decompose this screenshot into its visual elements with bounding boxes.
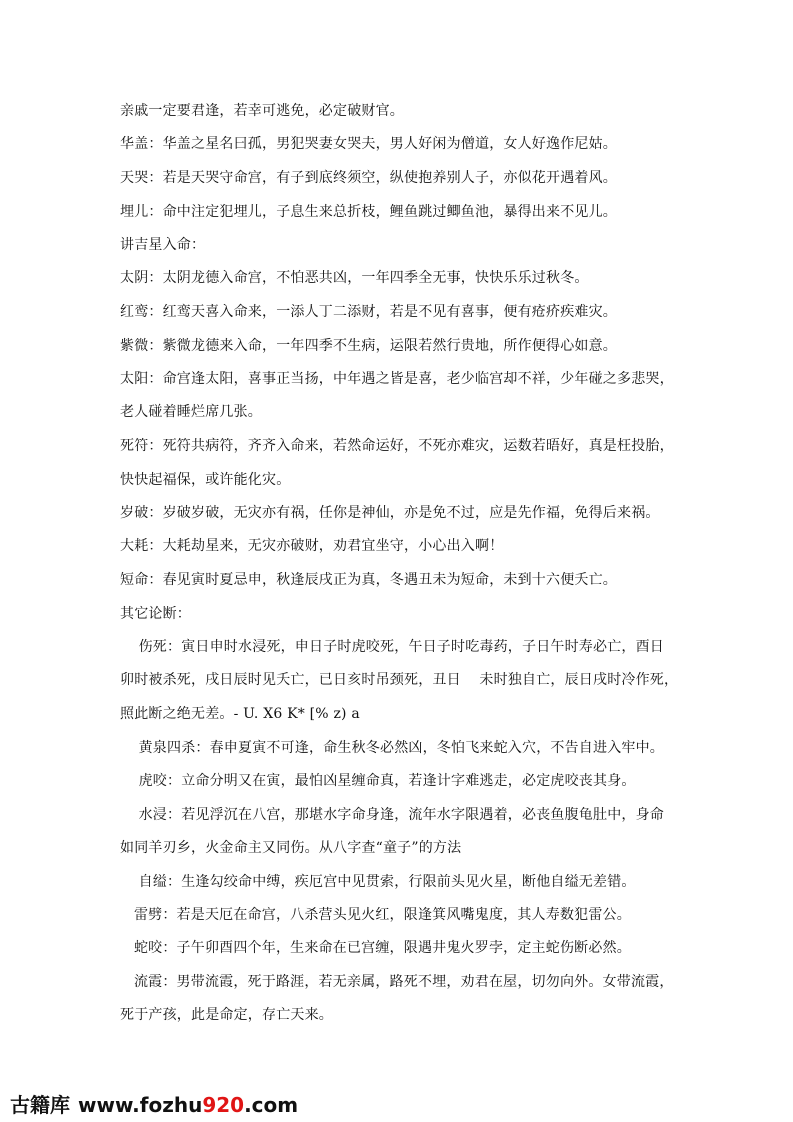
section-heading: 其它论断： xyxy=(120,606,191,622)
text-line: 虎咬：立命分明又在寅，最怕凶星缠命真，若逢计字难逃走，必定虎咬丧其身。 xyxy=(120,773,636,789)
text-line: 快快起福保，或许能化灾。 xyxy=(120,472,291,488)
text-line: 卯时被杀死，戌日辰时见夭亡，已日亥时吊颈死，丑日 未时独自亡，辰日戌时冷作死， xyxy=(120,672,679,688)
site-url[interactable] xyxy=(78,1093,298,1117)
text-line: 伤死：寅日申时水浸死，申日子时虎咬死，午日子时吃毒药，子日午时寿必亡，酉日 xyxy=(120,639,664,655)
text-line: 黄泉四杀：春申夏寅不可逢，命生秋冬必然凶，冬怕飞来蛇入穴，不告自进入牢中。 xyxy=(120,740,664,756)
text-line: 如同羊刃乡，火金命主又同伤。从八字查“童子”的方法 xyxy=(120,840,462,856)
text-line: 死符：死符共病符，齐齐入命来，若然命运好，不死亦难灾，运数若晤好，真是枉投胎， xyxy=(120,438,674,454)
text-line: 大耗：大耗劫星来，无灾亦破财，劝君宜坐守，小心出入啊！ xyxy=(120,538,504,554)
text-line: 太阴：太阴龙德入命宫，不怕恶共凶，一年四季全无事，快快乐乐过秋冬。 xyxy=(120,270,589,286)
text-line: 天哭：若是天哭守命宫，有子到底终须空，纵使抱养别人子，亦似花开遇着风。 xyxy=(120,170,617,186)
text-line: 岁破：岁破岁破，无灾亦有祸，任你是神仙，亦是免不过，应是先作福，免得后来祸。 xyxy=(120,505,660,521)
text-line: 短命：春见寅时夏忌申，秋逢辰戌正为真，冬遇丑未为短命，未到十六便夭亡。 xyxy=(120,572,617,588)
text-line: 埋儿：命中注定犯埋儿，子息生来总折枝，鲤鱼跳过鲫鱼池，暴得出来不见儿。 xyxy=(120,204,617,220)
site-url-prefix: www.fozhu xyxy=(78,1093,203,1117)
site-url-number: 920 xyxy=(202,1093,245,1117)
text-line: 蛇咬：子午卯酉四个年，生来命在已宫缠，限遇井鬼火罗孛，定主蛇伤断必然。 xyxy=(120,940,631,956)
text-line: 水浸：若见浮沉在八宫，那堪水字命身逢，流年水字限遇着，必丧鱼腹龟肚中，身命 xyxy=(120,807,664,823)
section-heading: 讲吉星入命： xyxy=(120,237,206,253)
text-line: 太阳：命宫逢太阳，喜事正当扬，中年遇之皆是喜，老少临宫却不祥，少年碰之多悲哭， xyxy=(120,371,674,387)
text-line: 自缢：生逢勾绞命中缚，疾厄宫中见贯索，行限前头见火星，断他自缢无差错。 xyxy=(120,874,636,890)
text-line: 死于产孩，此是命定，存亡天来。 xyxy=(120,1007,333,1023)
brand-name: 古籍库 xyxy=(10,1093,70,1117)
text-line: 流霞：男带流霞，死于路涯，若无亲属，路死不埋，劝君在屋，切勿向外。女带流霞， xyxy=(120,974,674,990)
text-line: 雷劈：若是天厄在命宫，八杀营头见火红，限逢箕风嘴鬼度，其人寿数犯雷公。 xyxy=(120,907,631,923)
text-line: 照此断之绝无差。- U. X6 K* [% z) a xyxy=(120,706,360,722)
site-watermark xyxy=(10,1089,298,1118)
text-line: 紫微：紫微龙德来入命，一年四季不生病，运限若然行贵地，所作便得心如意。 xyxy=(120,338,617,354)
text-line: 亲戚一定要君逢，若幸可逃免，必定破财官。 xyxy=(120,103,404,119)
text-line: 红鸾：红鸾天喜入命来，一添人丁二添财，若是不见有喜事，便有疮疥疾难灾。 xyxy=(120,304,617,320)
site-url-suffix: .com xyxy=(244,1093,299,1117)
text-line: 华盖：华盖之星名曰孤，男犯哭妻女哭夫，男人好闲为僧道，女人好逸作尼姑。 xyxy=(120,136,617,152)
text-line: 老人碰着睡烂席几张。 xyxy=(120,404,262,420)
